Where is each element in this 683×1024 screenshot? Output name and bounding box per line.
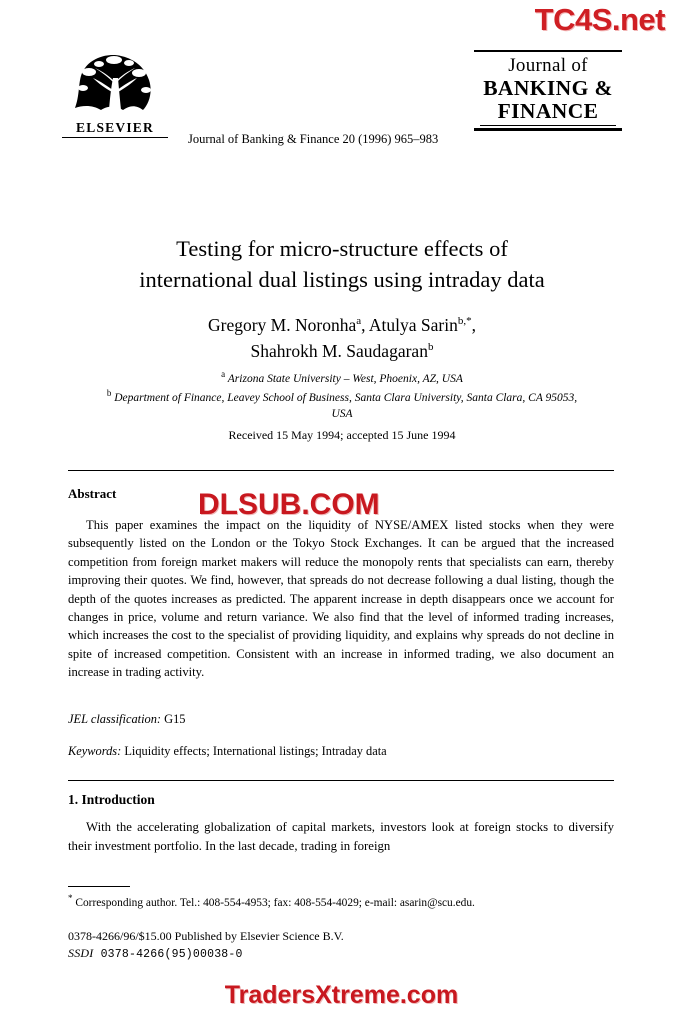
footnote-rule	[68, 886, 130, 887]
author-sarin-affil-marker: b,*	[457, 315, 472, 328]
divider-below-keywords	[68, 780, 614, 781]
author-noronha: Gregory M. Noronha	[208, 315, 357, 335]
elsevier-wordmark: ELSEVIER	[76, 120, 154, 135]
elsevier-rule	[62, 137, 168, 138]
received-dates: Received 15 May 1994; accepted 15 June 1994	[228, 428, 456, 442]
section-body-introduction: With the accelerating globalization of capital markets, investors look at foreign stocks to diversify their investment portfolio. In the last decade, trading in foreign	[68, 820, 614, 854]
abstract-heading: Abstract	[68, 486, 117, 501]
article-header	[62, 48, 622, 160]
affiliations	[62, 368, 622, 423]
journal-logo-line1: Journal of	[508, 55, 588, 76]
journal-logo	[474, 50, 622, 131]
imprint-line: 0378-4266/96/$15.00 Published by Elsevier Science B.V.	[68, 929, 344, 943]
title-line-1: Testing for micro-structure effects of	[176, 236, 508, 261]
divider-above-abstract	[68, 470, 614, 471]
ssdi-value: 0378-4266(95)00038-0	[100, 948, 243, 962]
author-line-2	[62, 338, 622, 364]
corresponding-author-footnote	[68, 892, 614, 912]
footnote-marker: *	[68, 893, 73, 903]
author-saudagaran: Shahrokh M. Saudagaran	[250, 341, 428, 362]
affiliation-a-text: Arizona State University – West, Phoenix, AZ, USA	[227, 372, 463, 385]
affiliation-a-marker: a	[221, 369, 226, 379]
author-list	[62, 312, 622, 365]
affiliation-b	[62, 387, 622, 406]
author-saudagaran-affil-marker: b	[427, 341, 434, 354]
author-sarin: , Atulya Sarin	[361, 315, 458, 335]
page-title	[62, 234, 622, 295]
imprint-block	[68, 928, 614, 964]
keywords	[68, 744, 614, 759]
journal-logo-rule	[480, 125, 616, 126]
abstract-body: This paper examines the impact on the liquidity of NYSE/AMEX listed stocks when they were subsequently listed on the London or the Tokyo Stock Exchanges. It can be argued that the increased competition from foreign market makers will reduce the monopoly rents that specialists can earn, thereby improving their quotes. We find, however, that spreads do not decrease following a dual listing, though the depth of the quotes increases as predicted. The apparent increase in depth disappears once we account for changes in price, volume and return variance. We also find that the level of informed trading increases, which increases the cost to the specialist of providing liquidity, and explains why spreads do not decline in spite of increased competition. Consistent with an increase in informed trading, we also document an increase in trading activity.	[68, 518, 614, 679]
affiliation-a	[62, 368, 622, 387]
ssdi-line	[68, 945, 614, 964]
jel-label: JEL classification:	[68, 712, 162, 726]
jel-value: G15	[164, 712, 186, 726]
elsevier-tree-icon	[69, 48, 161, 118]
affiliation-b-line2: USA	[331, 408, 353, 421]
elsevier-logo	[62, 48, 168, 138]
footnote-text: Corresponding author. Tel.: 408-554-4953; fax: 408-554-4029; e-mail: asarin@scu.edu.	[75, 896, 475, 909]
ssdi-label: SSDI	[68, 946, 94, 961]
author-line1-trailing: ,	[471, 315, 476, 335]
author-noronha-affil-marker: a	[356, 315, 362, 328]
affiliation-b-text: Department of Finance, Leavey School of Business, Santa Clara University, Santa Clara, CA 95053,	[114, 391, 578, 404]
watermark-top-right: TC4S.net	[534, 2, 665, 37]
title-line-2: international dual listings using intraday data	[139, 266, 545, 292]
keywords-value: Liquidity effects; International listings; Intraday data	[124, 744, 387, 758]
watermark-center: DLSUB.COM	[198, 488, 380, 521]
jel-classification	[68, 712, 614, 727]
journal-logo-line3: FINANCE	[497, 99, 599, 124]
keywords-label: Keywords:	[68, 744, 122, 758]
author-line-1	[62, 312, 622, 338]
section-heading-introduction: 1. Introduction	[68, 792, 155, 807]
journal-logo-line2: BANKING &	[483, 76, 613, 100]
journal-reference: Journal of Banking & Finance 20 (1996) 965–983	[188, 132, 439, 146]
affiliation-b-marker: b	[106, 388, 112, 399]
watermark-bottom: TradersXtreme.com	[224, 981, 459, 1009]
